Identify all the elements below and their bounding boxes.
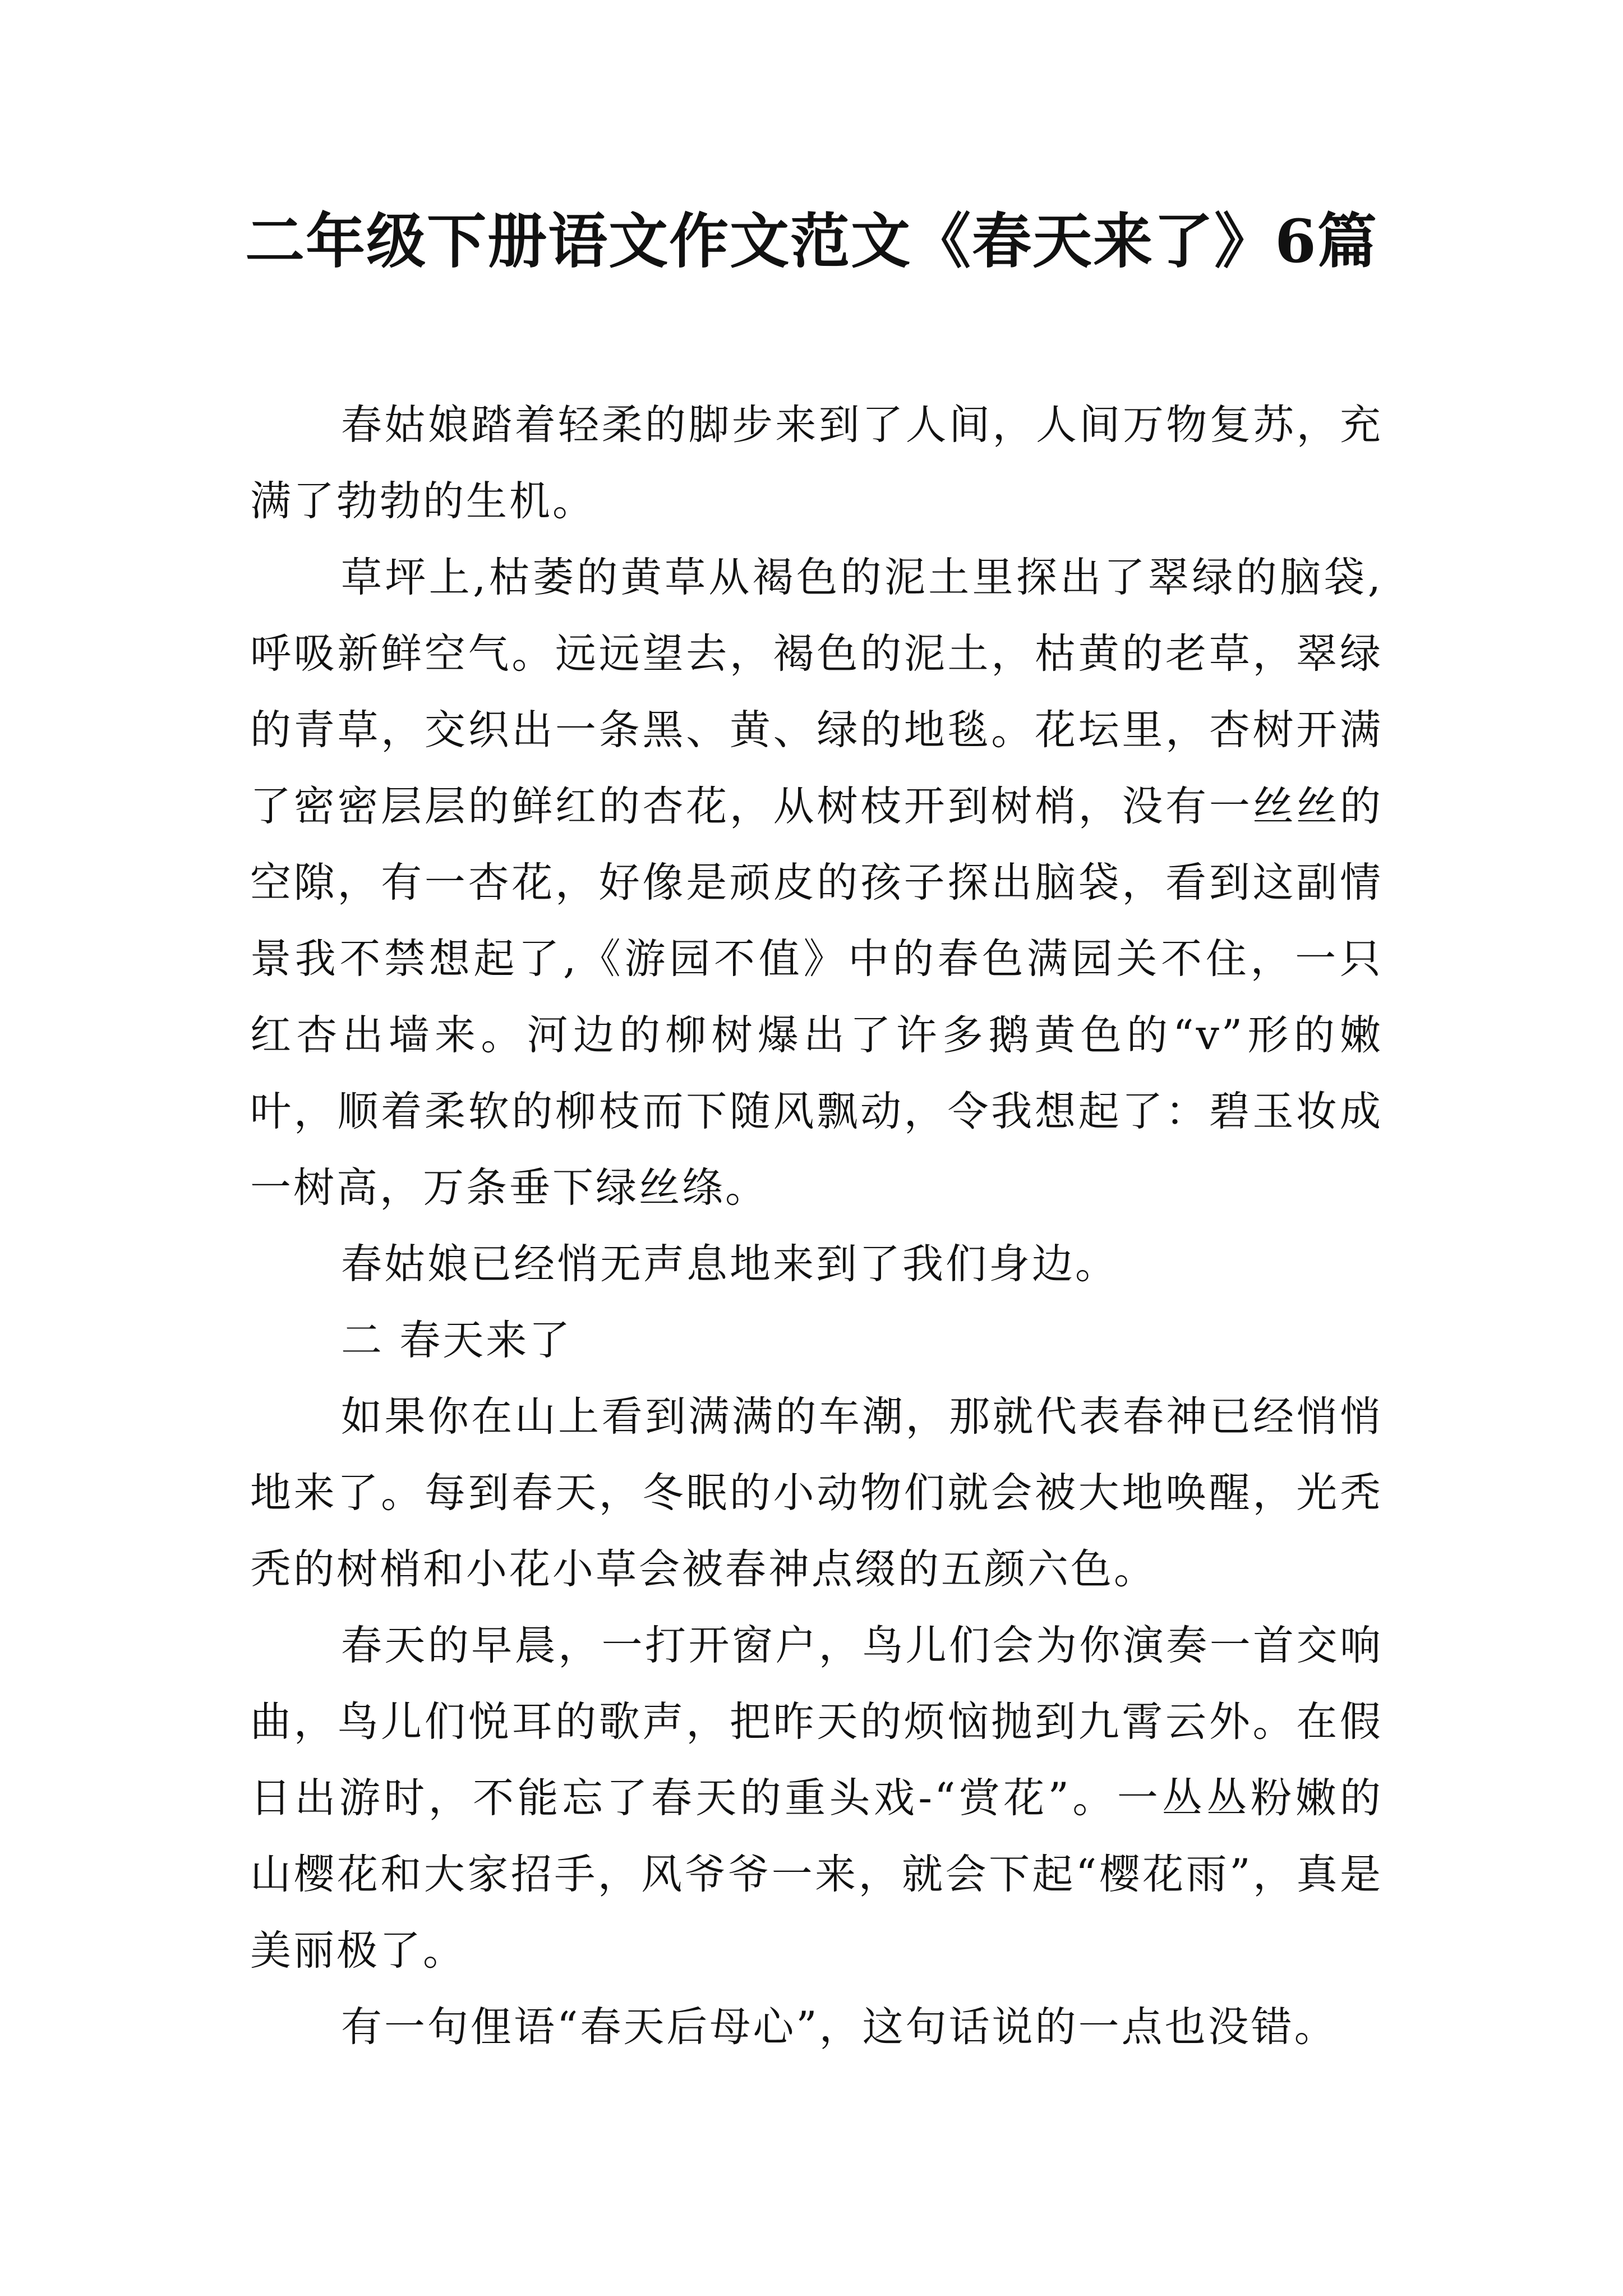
paragraph: 有一句俚语“春天后母心”，这句话说的一点也没错。 xyxy=(341,2003,1338,2051)
paragraph: 春天的早晨，一打开窗户，鸟儿们会为你演奏一首交响曲，鸟儿们悦耳的歌声，把昨天的烦恼抛到九霄云外。在假日出游时，不能忘了春天的重头戏-“赏花”。一丛丛粉嫩的山樱花和大家招手，风爷爷一来，就会下起“樱花雨”，真是美丽极了。 xyxy=(250,1622,1383,1975)
document-title: 二年级下册语文作文范文《春天来了》6篇 xyxy=(245,206,1378,276)
section-heading: 二 春天来了 xyxy=(341,1317,573,1364)
paragraph: 草坪上,枯萎的黄草从褐色的泥土里探出了翠绿的脑袋,呼吸新鲜空气。远远望去，褐色的泥土，枯黄的老草，翠绿的青草，交织出一条黑、黄、绿的地毯。花坛里，杏树开满了密密层层的鲜红的杏花，从树枝开到树梢，没有一丝丝的空隙，有一杏花，好像是顽皮的孩子探出脑袋，看到这副情景我不禁想起了,《游园不值》中的春色满园关不住，一只红杏出墙来。河边的柳树爆出了许多鹅黄色的“v”形的嫩叶，顺着柔软的柳枝而下随风飘动，令我想起了：碧玉妆成一树高，万条垂下绿丝绦。 xyxy=(250,554,1383,1212)
paragraph: 如果你在山上看到满满的车潮，那就代表春神已经悄悄地来了。每到春天，冬眠的小动物们就会被大地唤醒，光秃秃的树梢和小花小草会被春神点缀的五颜六色。 xyxy=(250,1393,1383,1593)
paragraph: 春姑娘踏着轻柔的脚步来到了人间，人间万物复苏，充满了勃勃的生机。 xyxy=(250,401,1383,525)
document-body xyxy=(250,387,1383,2065)
paragraph: 春姑娘已经悄无声息地来到了我们身边。 xyxy=(341,1240,1118,1288)
